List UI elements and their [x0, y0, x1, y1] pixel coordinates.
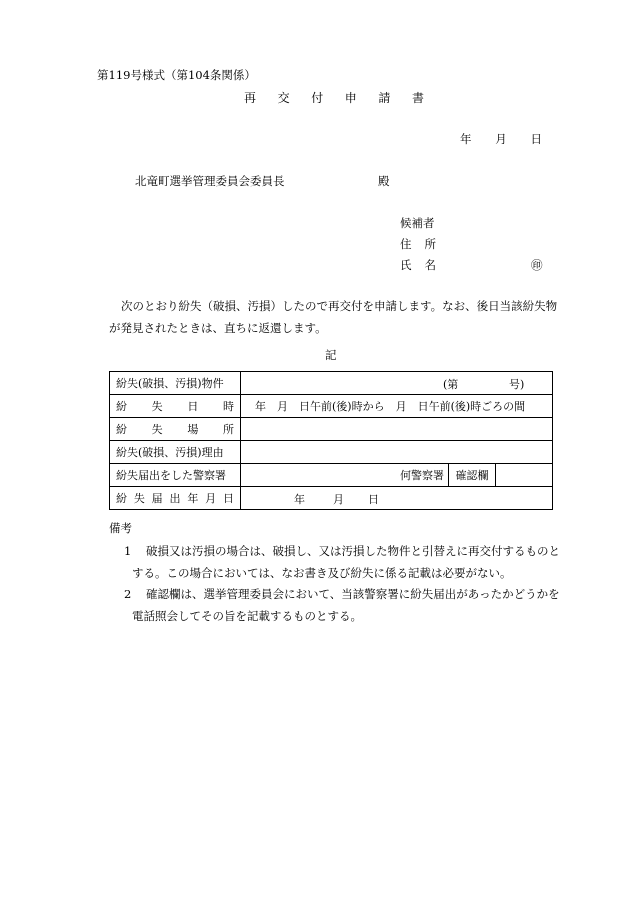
body-text-line-2: が発見されたときは、直ちに返還します。: [109, 321, 327, 335]
row-label: 紛失(破損、汚損)理由: [110, 441, 241, 464]
table-row: [110, 372, 553, 395]
body-text-line-1: 次のとおり紛失（破損、汚損）したので再交付を申請します。なお、後日当該紛失物: [121, 299, 558, 313]
application-table: [109, 371, 553, 510]
title-char: 申: [344, 91, 357, 105]
title-char: 交: [277, 91, 290, 105]
row-label: 紛 失 日 時: [110, 395, 241, 418]
report-year: 年: [294, 493, 305, 506]
table-row: [110, 464, 553, 487]
addressee-honorific: 殿: [378, 174, 390, 188]
note-2-line-1: 確認欄は、選挙管理委員会において、当該警察署に紛失届出があったかどうかを: [146, 587, 560, 601]
note-1-number: 1: [124, 544, 132, 558]
form-number: 第119号様式（第104条関係）: [97, 68, 256, 82]
police-station-field[interactable]: 何警察署: [241, 464, 449, 486]
table-row: [110, 395, 553, 418]
note-2-line-2: 電話照会してその旨を記載するものとする。: [132, 609, 362, 623]
seal-mark: ㊞: [531, 258, 543, 272]
note-1-line-2: する。この場合においては、なお書き及び紛失に係る記載は必要がない。: [132, 566, 512, 580]
note-1-line-1: 破損又は汚損の場合は、破損し、又は汚損した物件と引替えに再交付するものと: [146, 544, 560, 558]
report-date-cell[interactable]: [241, 487, 553, 510]
title-char: 付: [311, 91, 324, 105]
table-row: [110, 487, 553, 510]
notes-heading: 備考: [109, 521, 132, 535]
address-label: 住 所: [400, 237, 436, 251]
ki-heading: 記: [325, 348, 337, 362]
candidate-label: 候補者: [400, 216, 435, 230]
lost-item-cell[interactable]: [241, 372, 553, 395]
year-label: 年: [460, 132, 472, 146]
table-row: [110, 441, 553, 464]
title-char: 再: [244, 91, 257, 105]
report-day: 日: [368, 493, 379, 506]
addressee-name: 北竜町選挙管理委員会委員長: [135, 174, 285, 188]
dai-text: (第: [443, 378, 459, 391]
confirm-label: 確認欄: [449, 464, 496, 486]
title-char: 書: [411, 91, 424, 105]
lost-reason-cell[interactable]: [241, 441, 553, 464]
row-label: 紛 失 届 出 年 月 日: [110, 487, 241, 510]
date-line: [460, 131, 542, 147]
police-cell: [241, 464, 553, 487]
row-label: 紛 失 場 所: [110, 418, 241, 441]
row-label: 紛失届出をした警察署: [110, 464, 241, 487]
lost-place-cell[interactable]: [241, 418, 553, 441]
lost-datetime-cell[interactable]: 年 月 日午前(後)時から 月 日午前(後)時ごろの間: [241, 395, 553, 418]
go-text: 号): [509, 378, 525, 391]
month-label: 月: [495, 132, 507, 146]
table-row: [110, 418, 553, 441]
title-char: 請: [378, 91, 391, 105]
row-label: 紛失(破損、汚損)物件: [110, 372, 241, 395]
day-label: 日: [530, 132, 542, 146]
note-2-number: 2: [124, 587, 132, 601]
name-label: 氏 名: [400, 258, 436, 272]
page-title: [244, 89, 424, 106]
report-month: 月: [333, 493, 344, 506]
confirm-field[interactable]: [496, 464, 552, 486]
